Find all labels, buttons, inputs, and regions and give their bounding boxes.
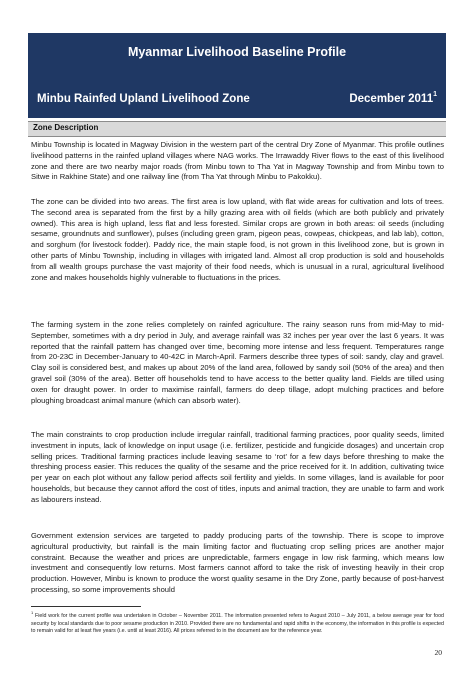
- footnote-mark: 1: [31, 610, 34, 615]
- date-footnote-mark: 1: [433, 91, 437, 98]
- document-title: Myanmar Livelihood Baseline Profile: [127, 45, 347, 59]
- livelihood-zone-title: Minbu Rainfed Upland Livelihood Zone: [37, 93, 250, 105]
- paragraph-location: Minbu Township is located in Magway Division in the western part of the central Dry Zone of Myanmar. This profile outlines livelihood patterns in the rainfed upland villages where NAG works. The Irrawaddy River flows to the east of this livelihood zone and there are two nearby major roads (from Minbu town to Tha Yat in Magway Township and from Minbu town to Sitwe in Rakhine State) and one railway line (from Tha Yat through Minbu to Pakokku).: [31, 140, 444, 182]
- paragraph-constraints: The main constraints to crop production include irregular rainfall, traditional farming practices, poor quality seeds, limited investment in inputs, lack of knowledge on input usage (i.e. fertilizer, pesticide and fungicide dosages) and uncertain crop selling prices. Traditional farming practices include leaving sesame to ‘rot’ for a few days before threshing to make the threshing process easier. This reduces the quality of the sesame and the price received for it. In addition, cultivating twice per year on each plot without any fallow period affects soil fertility and yields. In some villages, land is available for poor households, but because they cannot afford the cost of titles, inputs and animal traction, they are unable to farm and work as labourers instead.: [31, 430, 444, 504]
- date-text: December 2011: [349, 93, 434, 105]
- section-title: Zone Description: [33, 123, 99, 132]
- section-header: [28, 121, 446, 137]
- paragraph-farming-system: The farming system in the zone relies completely on rainfed agriculture. The rainy season runs from mid-May to mid-September, sometimes with a dry period in July, and average rainfall was 32 inches per year over the last 6 years. It was reported that the rainfall pattern has changed over time, becoming more intense and less frequent. Temperatures range from 20-23C in December-January to 40-42C in March-April. Farmers describe three types of soil: sandy, clay and gravel. Clay soil is considered best, and makes up about 20% of the land area, followed by sandy soil (50% of the area) and then gravel soil (30% of the area). Better off households tend to have access to the better quality land. Fields are tilled using oxen for draught power. In order to maximise rainfall, farmers do deep tillage, adopt mulching practices and before ploughing broadcast animal manure (which can absorb water).: [31, 320, 444, 405]
- footnote-text: Field work for the current profile was undertaken in October – November 2011. The information presented refers to August 2010 – July 2011, a below average year for food security by local standards due to poor sesame production in 2010. Provided there are no fundamental and rapid shifts in the economy, the information in this profile is expected to remain valid for at least five years (i.e. until at least 2016). All prices referred to in the document are for the reference year.: [31, 612, 444, 635]
- paragraph-zone-areas: The zone can be divided into two areas. The first area is low upland, with flat wide areas for cultivation and lots of trees. The second area is separated from the first by a hilly grazing area with oil fields (which are both publicly and privately owned). This area is high upland, less flat and less forested. Similar crops are grown in both areas: oil seeds (including sesame, groundnuts and sunflower), pulses (including green gram, pigeon peas, cowpeas, chickpeas, and lab lab), cotton, and sorghum (for livestock fodder). Paddy rice, the main staple food, is not grown in this livelihood zone, but is grown in other parts of Minbu Township, including in villages with irrigated land. Almost all crop production is sold and households from all wealth groups purchase the vast majority of their food needs, which is unusual in a rural, agricultural livelihood zone and makes households highly vulnerable to fluctuations in the prices.: [31, 197, 444, 282]
- footnote-separator: [31, 606, 141, 607]
- page-number: 20: [434, 648, 442, 657]
- title-banner: [28, 33, 446, 118]
- footnote: [31, 609, 444, 636]
- document-date: [349, 93, 437, 105]
- paragraph-extension-services: Government extension services are targeted to paddy producing parts of the township. There is scope to improve agricultural productivity, but rainfall is the main limiting factor and fluctuating crop selling prices are another major constraint. Because the weather and prices are unpredictable, farmers engage in low risk farming, which means low investment and consequently low returns. Most farmers cannot afford to take the risk of investing heavily in their crop production. However, Minbu is known to produce the worst quality sesame in the Dry Zone, partly because of post-harvest processing, so some improvements should: [31, 531, 444, 594]
